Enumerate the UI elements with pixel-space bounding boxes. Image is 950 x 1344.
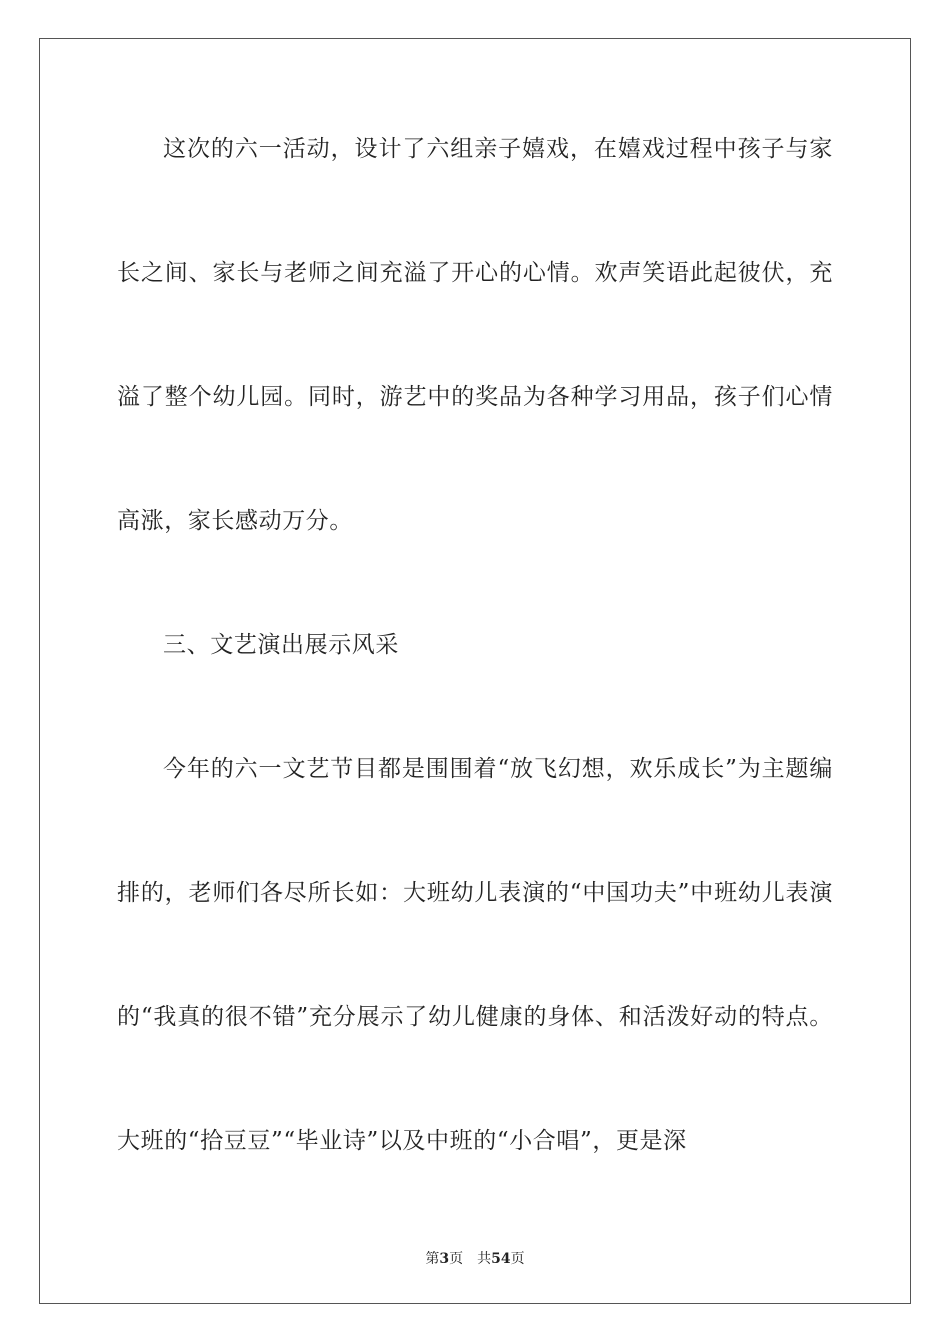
paragraph-performance-details: 今年的六一文艺节目都是围围着“放飞幻想，欢乐成长”为主题编排的，老师们各尽所长如：大班幼儿表演的“中国功夫”中班幼儿表演的“我真的很不错”充分展示了幼儿健康的身体、和活泼好动的特点。大班的“拾豆豆”“毕业诗”以及中班的“小合唱”，更是深 (117, 756, 833, 1154)
footer-total-suffix: 页 (510, 1251, 525, 1267)
footer-total-pages: 54 (491, 1251, 511, 1267)
footer-page-suffix: 页 (449, 1251, 464, 1267)
paragraph-activity-summary: 这次的六一活动，设计了六组亲子嬉戏，在嬉戏过程中孩子与家长之间、家长与老师之间充溢了开心的心情。欢声笑语此起彼伏，充溢了整个幼儿园。同时，游艺中的奖品为各种学习用品，孩子们心情高涨，家长感动万分。 (117, 136, 833, 534)
footer-page-number: 3 (439, 1251, 450, 1267)
section-heading-performance: 三、文艺演出展示风采 (163, 632, 399, 658)
page-footer (0, 1248, 950, 1268)
footer-page-prefix: 第 (425, 1251, 440, 1267)
footer-total-prefix: 共 (477, 1251, 492, 1267)
